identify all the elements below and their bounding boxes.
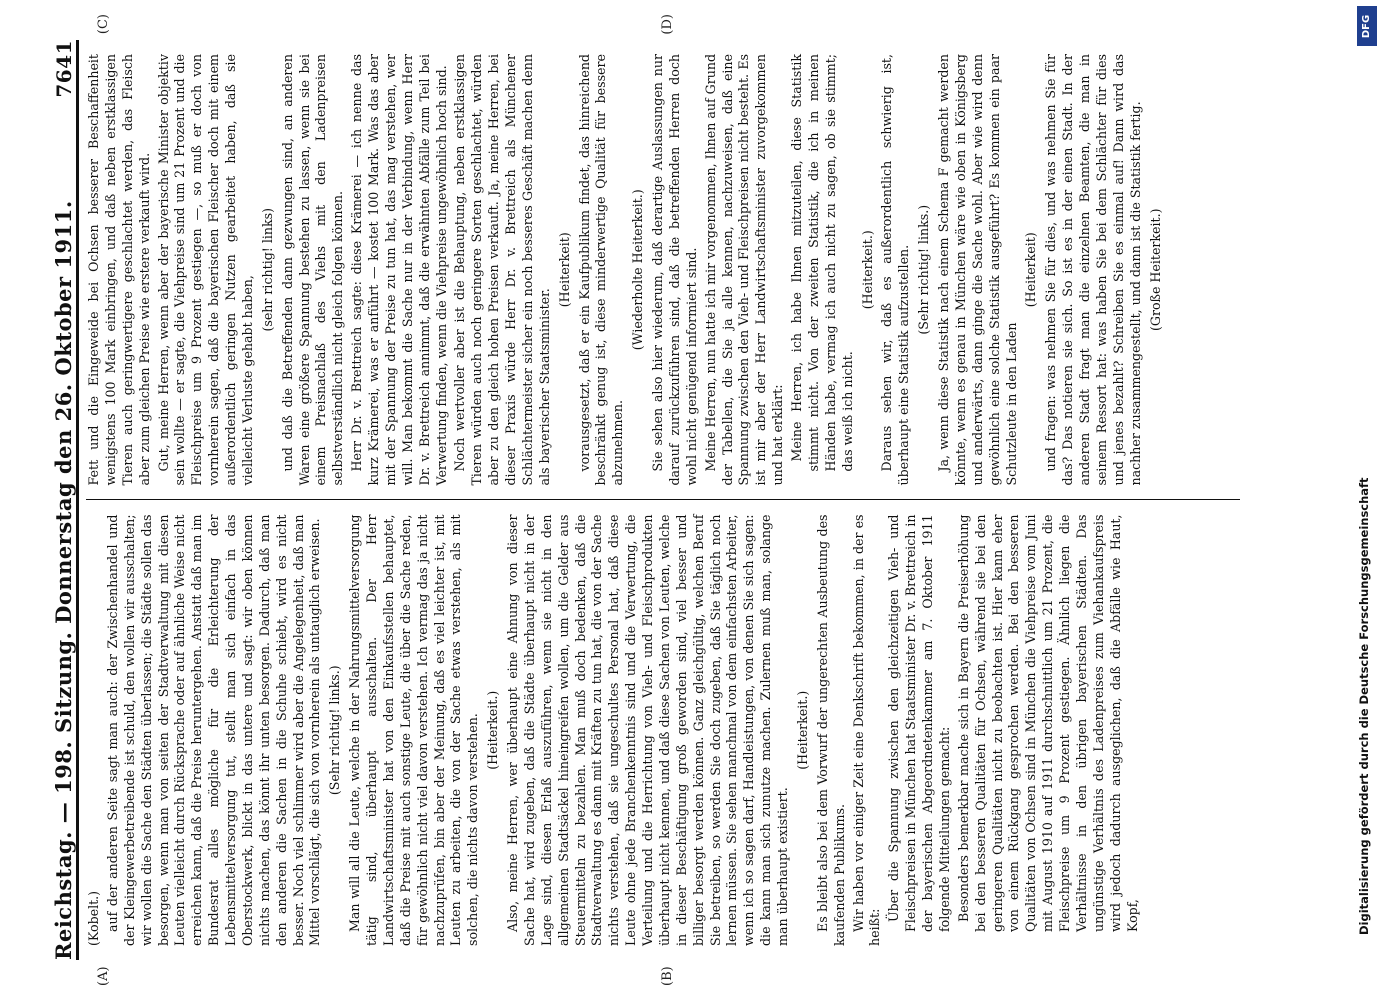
left-paragraph: Wir haben vor einiger Zeit eine Denkschrift bekommen, in der es heißt: <box>850 514 883 946</box>
right-paragraph: (Heiterkeit) <box>1023 232 1039 308</box>
page-number: 7641 <box>52 40 76 98</box>
right-paragraph: Daraus sehen wir, daß es außerordentlich schwierig ist, überhaupt eine Statistik aufzustellen. <box>879 54 912 486</box>
digitization-note <box>1353 0 1377 1000</box>
marker-d: (D) <box>660 14 675 35</box>
left-paragraph: Man will all die Leute, welche in der Nahrungsmittelversorgung tätig sind, überhaupt ausschalten. Der Herr Landwirtschaftsminister hat von den Einkaufsstellen behauptet, daß die Preise mit auch sonstige Leute, die über die Sache reden, für gewöhnlich nicht viel davon verstehen. Ich vermag das ja nicht nachzuprüfen, bin aber der Meinung, daß es viel leichter ist, mit Leuten zu arbeiten, die von der Sache etwas verstehen, als mit solchen, die nichts davon verstehen. <box>347 514 481 946</box>
left-paragraph: auf der anderen Seite sagt man auch: der Zwischenhandel und der Kleingewerbetreibende ist schuld, den wollen wir ausschalten; wir wollen die Sache den Städten überlassen; die Städte sollen das besorgen, wenn man von seiten der Stadtverwaltung mit diesen Leuten vielleicht durch Rücksprache oder auf ähnliche Weise nicht erreichen kann, daß die Preise heruntergehen. Anstatt daß man im Bundesrat alles mögliche für die Erleichterung der Lebensmittelversorgung tut, stellt man sich einfach in das Oberstockwerk, blickt in das untere und sagt: wir oben können nichts machen, das könnt ihr unten besorgen. Dadurch, daß man den anderen die Sachen in die Schuhe schiebt, wird es nicht besser. Noch viel schlimmer wird aber die Angelegenheit, daß man Mittel vorschlägt, die sich von vornherein als untauglich erweisen. <box>104 514 323 946</box>
marker-b: (B) <box>660 966 675 986</box>
left-column <box>86 500 1240 961</box>
left-paragraph: (Heiterkeit.) <box>794 690 810 770</box>
left-paragraph: (Kobelt.) <box>86 890 101 946</box>
right-paragraph: (Heiterkeit) <box>556 232 572 308</box>
right-paragraph: Noch wertvoller aber ist die Behauptung, neben erstklassigen Tieren würden auch noch geringere Sorten geschlachtet, würden aber zu den gleich hohen Preisen verkauft. Ja, meine Herren, bei dieser Praxis würde Herr Dr. v. Brettreich als Münchener Schlächtermeister sicher ein noch besseres Geschäft machen denn als bayerischer Staatsminister. <box>452 54 552 486</box>
left-paragraph: Also, meine Herren, wer überhaupt eine Ahnung von dieser Sache hat, wird zugeben, daß die Städte überhaupt nicht in der Lage sind, diesen Erlaß auszuführen, wenn sie nicht in den allgemeinen Stadtsäckel hineingreifen wollen, um die Gelder aus Steuermitteln zu bezahlen. Man muß doch bedenken, daß die Stadtverwaltung es dann mit Kräften zu tun hat, die von der Sache nichts verstehen, daß sie ungeschultes Personal hat, daß diese Leute ohne jede Branchenkenntnis sind und die Verwertung, die Verteilung und die Herrichtung von Vieh- und Fleischprodukten überhaupt nicht kennen, und daß diese Sachen von Leuten, welche in dieser Beschäftigung groß geworden sind, viel besser und billiger besorgt werden können. Ganz gleichgültig, welchen Beruf Sie betreiben, so werden Sie doch zugeben, daß Sie täglich noch lernen müssen. Sie sehen manchmal von dem einfachsten Arbeiter, wenn ich so sagen darf, Handleistungen, von denen Sie sich sagen: die kann man sich zunutze machen. Zulernen muß man, solange man überhaupt existiert. <box>505 514 790 946</box>
right-paragraph: vorausgesetzt, daß er ein Kaufpublikum findet, das hinreichend beschränkt genug ist, diese minderwertige Qualität für bessere abzunehmen. <box>576 54 626 486</box>
right-paragraph: (Sehr richtig! links.) <box>916 204 932 335</box>
right-paragraph: und fragen: was nehmen Sie für dies, und was nehmen Sie für das? Das notieren sie sich. So ist es in der einen Stadt. In der anderen Stadt fragt man die einzelnen Beamten, die man in seinem Ressort hat: was haben Sie bei dem Schlächter für dies und jenes bezahlt? Schreiben Sie es einmal auf! Dann wird das nachher zusammengestellt, und dann ist die Statistik fertig. <box>1043 54 1143 486</box>
right-column <box>86 40 1240 500</box>
digitization-text: Digitalisierung gefördert durch die Deutsche Forschungsgemeinschaft <box>1357 477 1371 935</box>
left-paragraph: Über die Spannung zwischen den gleichzeitigen Vieh- und Fleischpreisen in München hat Staatsminister Dr. v. Brettreich in der bayerischen Abgeordnetenkammer am 7. Oktober 1911 folgende Mitteilungen gemacht: <box>886 514 952 932</box>
right-paragraph: Ja, wenn diese Statistik nach einem Schema F gemacht werden könnte, wenn es genau in München wäre wie oben in Königsberg und anderwärts, dann ginge die Sache wohl. Aber wie wird denn gewöhnlich eine solche Statistik ausgeführt? Es kommen ein paar Schutzleute in den Laden <box>936 54 1019 486</box>
right-paragraph: Meine Herren, nun hatte ich mir vorgenommen, Ihnen auf Grund der Tabellen, die Sie ja alle kennen, nachzuweisen, daß eine Spannung zwischen den Vieh- und Fleischpreisen nicht besteht. Es ist mir aber der Herr Landwirtschaftsminister zuvorgekommen und hat erklärt: <box>702 53 786 486</box>
marker-a: (A) <box>96 966 111 986</box>
header-title: Reichstag. — 198. Sitzung. Donnerstag den 26. Oktober 1911. <box>51 200 76 960</box>
right-paragraph: (Große Heiterkeit.) <box>1147 208 1163 332</box>
left-paragraph: (Heiterkeit.) <box>485 690 501 770</box>
left-paragraph: Besonders bemerkbar mache sich in Bayern die Preiserhöhung bei den besseren Qualitäten für Ochsen, während sie bei den geringeren Qualitäten nicht zu beobachten ist. Hier kann eher von einem Rückgang gesprochen werden. Bei den besseren Qualitäten von Ochsen sind in München die Viehpreise vom Juni mit August 1910 auf 1911 durchschnittlich um 21 Prozent, die Fleischpreise um 9 Prozent gestiegen. Ähnlich liegen die Verhältnisse in den übrigen bayerischen Städten. Das ungünstige Verhältnis des Ladenpreises zum Viehankaufspreis wird jedoch dadurch ausgeglichen, daß die Abfälle wie Haut, Kopf, <box>955 514 1140 932</box>
text-columns <box>86 40 1240 960</box>
dfg-logo: DFG <box>1357 6 1377 46</box>
right-paragraph: Herr Dr. v. Brettreich sagte: diese Krämerei — ich nenne das kurz Krämerei, was er anführt — kostet 100 Mark. Was das aber mit der Spannung der Preise zu tun hat, das mag verstehen, wer will. Man bekommt die Sache nur in der Verbindung, wenn Herr Dr. v. Brettreich annimmt, daß die erwähnten Abfälle zum Teil bei Verwertung finden, wenn die Viehpreise ungewöhnlich hoch sind. <box>349 54 449 486</box>
marker-c: (C) <box>96 14 111 35</box>
right-paragraph: Sie sehen also hier wiederum, daß derartige Auslassungen nur darauf zurückzuführen sind, daß die betreffenden Herren doch wohl nicht genügend informiert sind. <box>650 54 699 486</box>
right-paragraph: (sehr richtig! links) <box>259 207 275 332</box>
right-paragraph: Gut, meine Herren, wenn aber der bayerische Minister objektiv sein wollte — er sagte, die Viehpreise sind um 21 Prozent und die Fleischpreise um 9 Prozent gestiegen —, so muß er doch von vornherein sagen, daß die bayerischen Fleischer doch mit einem außerordentlich geringen Nutzen gearbeitet haben, daß sie vielleicht Verluste gehabt haben, <box>155 54 255 486</box>
right-paragraph: (Wiederholte Heiterkeit.) <box>630 189 646 351</box>
right-paragraph: Fett und die Eingeweide bei Ochsen besserer Beschaffenheit wenigstens 100 Mark einbringen, und daß neben erstklassigen Tieren auch geringwertigere geschlachtet werden, das Fleisch aber zum gleichen Preise wie erstere verkauft wird. <box>86 54 152 486</box>
left-paragraph: Es bleibt also bei dem Vorwurf der ungerechten Ausbeutung des kaufenden Publikums. <box>814 514 847 946</box>
right-paragraph: (Heiterkeit.) <box>859 230 875 310</box>
page-header <box>40 40 79 960</box>
right-paragraph: und daß die Betreffenden dann gezwungen sind, an anderen Waren eine größere Spannung bestehen zu lassen, wenn sie bei einem Preisnachlaß des Viehs mit den Ladenpreisen selbstverständlich nicht gleich folgen können. <box>279 54 346 486</box>
right-paragraph: Meine Herren, ich habe Ihnen mitzuteilen, diese Statistik stimmt nicht. Von der zweiten Statistik, die ich in meinen Händen habe, vermag ich auch nicht zu sagen, ob sie stimmt; das weiß ich nicht. <box>789 54 855 472</box>
left-paragraph: (Sehr richtig! links.) <box>327 665 343 796</box>
